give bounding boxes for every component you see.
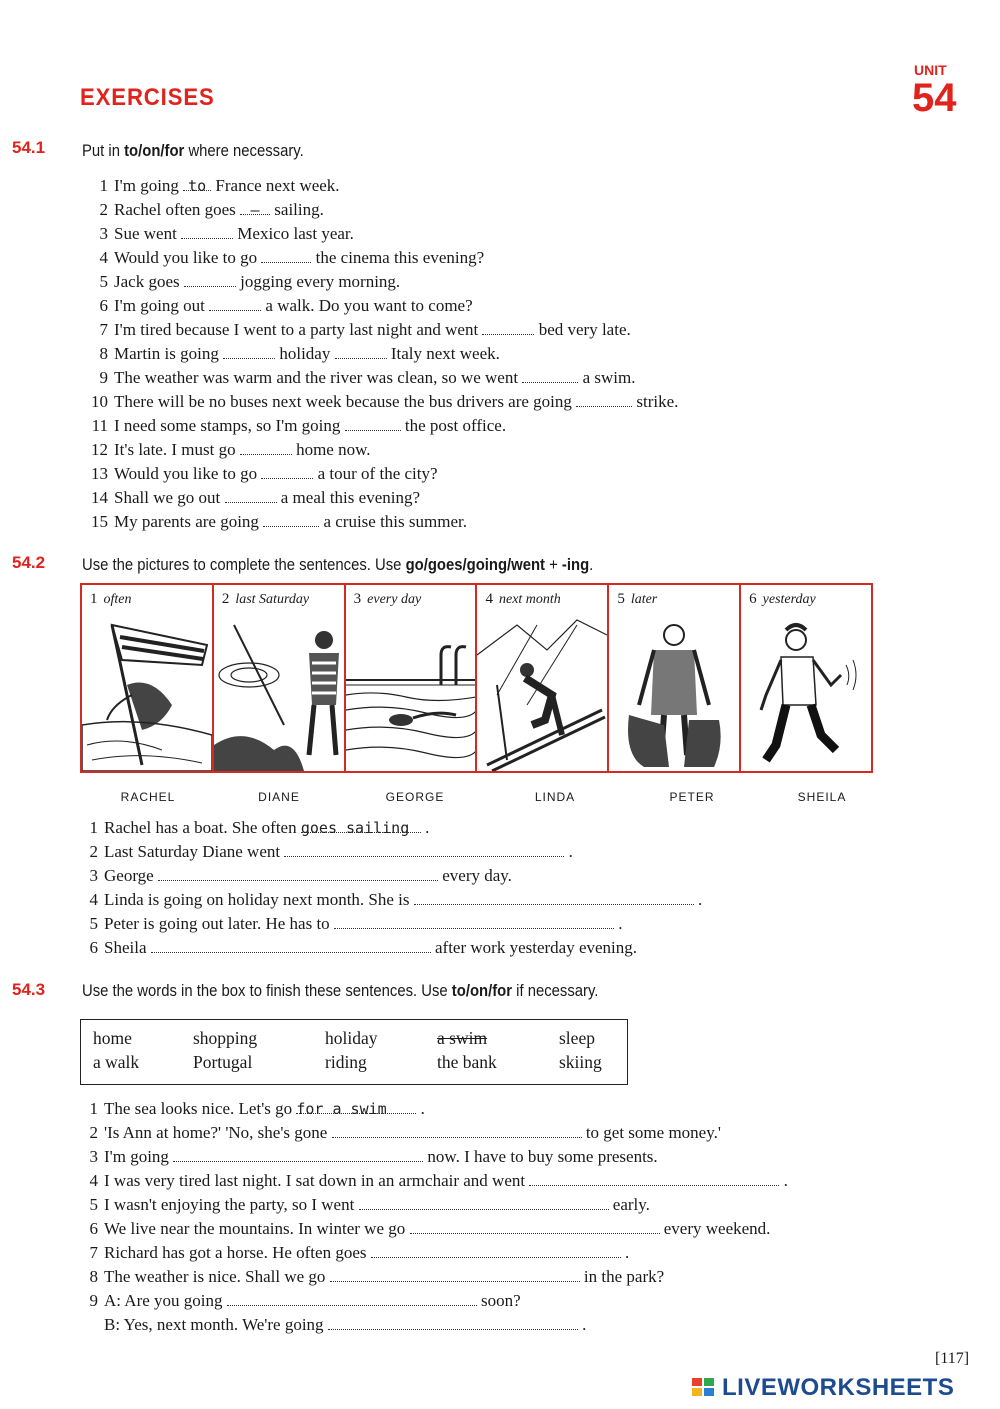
answer-field[interactable] (284, 842, 564, 857)
list-item: 6 Sheila after work yesterday evening. (89, 938, 638, 957)
answer-field[interactable] (414, 890, 694, 905)
exercise-number: 54.2 (12, 553, 46, 572)
answer-field[interactable] (345, 416, 401, 431)
answer-field[interactable] (173, 1147, 423, 1162)
answer-field[interactable] (576, 392, 632, 407)
list-item: 11 I need some stamps, so I'm going the post office. (91, 416, 507, 435)
word: a walk (93, 1052, 140, 1072)
exercise-instruction: Use the pictures to complete the sentences. Use go/goes/going/went + -ing. (82, 556, 594, 574)
word: skiing (559, 1052, 602, 1072)
list-item: 13 Would you like to go a tour of the city? (91, 464, 438, 483)
answer-field[interactable] (181, 224, 233, 239)
list-item: 5 Peter is going out later. He has to . (89, 914, 623, 933)
brand-logo[interactable]: LIVEWORKSHEETS (722, 1374, 955, 1401)
answer-field[interactable] (223, 344, 275, 359)
answer-field[interactable] (529, 1171, 779, 1186)
sailing-illustration (82, 585, 212, 771)
list-item: 2 'Is Ann at home?' 'No, she's gone to get some money.' (89, 1123, 721, 1142)
picture-caption: 6 yesterday (749, 591, 816, 607)
picture-strip (80, 583, 873, 773)
fishing-illustration (214, 585, 344, 771)
list-item: 10 There will be no buses next week because the bus drivers are going strike. (91, 392, 679, 411)
picture-panel (609, 585, 741, 771)
list-item: 9 A: Are you going soon? (89, 1291, 521, 1310)
answer-field[interactable] (334, 914, 614, 929)
person-name: GEORGE (385, 790, 445, 804)
list-item: 9 The weather was warm and the river was clean, so we went a swim. (99, 368, 636, 387)
answer-field[interactable] (240, 440, 292, 455)
answer-field[interactable] (209, 296, 261, 311)
unit-number: 54 (912, 76, 957, 120)
list-item: 4 Linda is going on holiday next month. She is . (89, 890, 703, 909)
word-box (80, 1019, 628, 1085)
list-item: 2 Last Saturday Diane went . (89, 842, 573, 861)
list-item: 6 I'm going out a walk. Do you want to come? (99, 296, 473, 315)
list-item: 12 It's late. I must go home now. (91, 440, 371, 459)
shopping-illustration (609, 585, 739, 771)
person-name: DIANE (258, 790, 300, 804)
person-name: SHEILA (797, 790, 847, 804)
word: sleep (559, 1028, 595, 1048)
picture-caption: 5 later (617, 591, 658, 607)
word: shopping (193, 1028, 258, 1048)
answer-field[interactable] (335, 344, 387, 359)
picture-panel (477, 585, 609, 771)
list-item: B: Yes, next month. We're going . (104, 1315, 587, 1334)
list-item: 15 My parents are going a cruise this summer. (91, 512, 467, 531)
answer-field[interactable] (263, 512, 319, 527)
exercise-instruction: Use the words in the box to finish these sentences. Use to/on/for if necessary. (82, 982, 599, 1000)
list-item: 1 I'm going to France next week. (99, 176, 340, 195)
word: riding (325, 1052, 367, 1072)
answer-field[interactable] (371, 1243, 621, 1258)
list-item: 2 Rachel often goes – sailing. (99, 200, 324, 219)
answer-field[interactable] (410, 1219, 660, 1234)
picture-panel (214, 585, 346, 771)
list-item: 6 We live near the mountains. In winter we go every weekend. (89, 1219, 771, 1238)
answer-field[interactable]: goes sailing (301, 818, 421, 833)
answer-field[interactable]: for a swim (296, 1099, 416, 1114)
person-name: RACHEL (120, 790, 176, 804)
answer-field[interactable] (522, 368, 578, 383)
answer-field[interactable] (184, 272, 236, 287)
picture-panel (741, 585, 871, 771)
jogging-illustration (741, 585, 871, 771)
list-item: 8 The weather is nice. Shall we go in the park? (89, 1267, 665, 1286)
exercise-number: 54.1 (12, 138, 46, 157)
word: home (93, 1028, 132, 1048)
answer-field[interactable] (330, 1267, 580, 1282)
list-item: 4 I was very tired last night. I sat down in an armchair and went . (89, 1171, 788, 1190)
answer-field[interactable] (158, 866, 438, 881)
list-item: 14 Shall we go out a meal this evening? (91, 488, 421, 507)
answer-field[interactable] (482, 320, 534, 335)
answer-field[interactable]: – (240, 200, 270, 215)
word: holiday (325, 1028, 378, 1048)
answer-field[interactable] (261, 248, 311, 263)
answer-field[interactable] (359, 1195, 609, 1210)
skiing-illustration (477, 585, 607, 771)
answer-field[interactable] (332, 1123, 582, 1138)
list-item: 5 Jack goes jogging every morning. (99, 272, 401, 291)
word: Portugal (193, 1052, 253, 1072)
picture-panel (82, 585, 214, 771)
word: the bank (437, 1052, 497, 1072)
exercise-instruction: Put in to/on/for where necessary. (82, 142, 304, 160)
list-item: 5 I wasn't enjoying the party, so I went early. (89, 1195, 650, 1214)
person-name: PETER (669, 790, 715, 804)
picture-caption: 1 often (90, 591, 132, 607)
answer-field[interactable] (261, 464, 313, 479)
picture-caption: 2 last Saturday (221, 591, 310, 607)
exercise-number: 54.3 (12, 980, 46, 999)
picture-caption: 4 next month (485, 591, 561, 607)
list-item: 7 I'm tired because I went to a party last night and went bed very late. (99, 320, 631, 339)
answer-field[interactable] (227, 1291, 477, 1306)
list-item: 3 George every day. (89, 866, 512, 885)
picture-panel (346, 585, 478, 771)
page-number: [117] (935, 1350, 970, 1367)
list-item: 7 Richard has got a horse. He often goes . (89, 1243, 630, 1262)
list-item: 3 Sue went Mexico last year. (99, 224, 354, 243)
brand-logo-icon (692, 1376, 716, 1398)
answer-field[interactable] (328, 1315, 578, 1330)
list-item: 4 Would you like to go the cinema this evening? (99, 248, 485, 267)
answer-field[interactable] (151, 938, 431, 953)
list-item: 1 Rachel has a boat. She often goes sailing . (89, 818, 430, 837)
picture-caption: 3 every day (353, 591, 422, 607)
list-item: 8 Martin is going holiday Italy next week. (99, 344, 500, 363)
list-item: 3 I'm going now. I have to buy some presents. (89, 1147, 658, 1166)
swimming-illustration (346, 585, 476, 771)
unit-label: UNIT (914, 62, 947, 78)
word-used: a swim (437, 1028, 488, 1048)
page-title: EXERCISES (80, 84, 215, 111)
answer-field[interactable] (225, 488, 277, 503)
person-name: LINDA (534, 790, 576, 804)
answer-field[interactable]: to (183, 176, 211, 191)
list-item: 1 The sea looks nice. Let's go for a swim . (89, 1099, 425, 1118)
